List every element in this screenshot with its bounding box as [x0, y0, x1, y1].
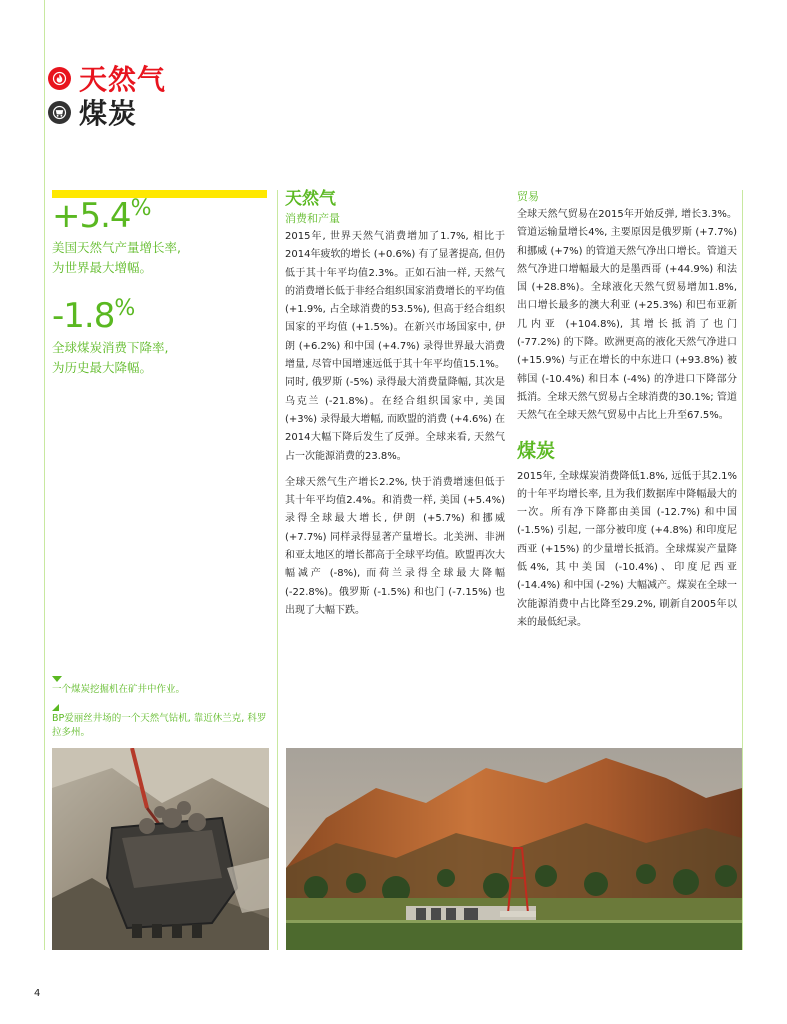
right-guide-line: [742, 190, 743, 950]
caption-arrow-corner-icon: [52, 704, 59, 711]
caption-gas-rig: [52, 704, 267, 740]
stat-coal-desc: [52, 338, 168, 378]
stat-unit: %: [114, 296, 135, 321]
gas-flame-icon: [48, 67, 71, 90]
trade-coal-column: [517, 188, 737, 632]
gas-title: 天然气: [79, 63, 167, 96]
stat-coal-decline: [52, 296, 134, 336]
coal-title: 煤炭: [79, 97, 138, 130]
trade-paragraph: 全球天然气贸易在2015年开始反弹, 增长3.3%。管道运输量增长4%, 主要原因是俄罗斯 (+7.7%) 和挪威 (+7%) 的管道天然气净出口增长。管道天然气净进口增幅最大的是墨西哥 (+44.9%) 和法国 (+28.8%)。全球液化天然气贸易增加1.8%, 出口增长最多的澳大利亚 (+25.3%) 和巴布亚新几内亚 (+104.8%), 其增长抵消了也门 (-77.2%) 的下降。欧洲更高的液化天然气净进口 (+15.9%) 与正在增长的中东进口 (+93.8%) 被韩国 (-10.4%) 和日本 (-4%) 的净进口下降部分抵消。全球天然气贸易占全球消费的30.1%; 管道天然气在全球天然气贸易中占比上升至67.5%。: [517, 209, 737, 422]
caption-text: 一个煤炭挖掘机在矿井中作业。: [52, 684, 186, 695]
stat-desc-line: 为历史最大降幅。: [52, 360, 153, 375]
caption-arrow-down-icon: [52, 676, 62, 682]
trade-section-subtitle: 贸易: [517, 190, 539, 203]
gas-paragraph-production: 全球天然气生产增长2.2%, 快于消费增速但低于其十年平均值2.4%。和消费一样, 美国 (+5.4%) 录得全球最大增长, 伊朗 (+5.7%) 和挪威 (+7.7%) 同样录得显著产量增长。北美洲、非洲和亚太地区的增长都高于全球平均值。欧盟再次大幅减产 (-8%), 而荷兰录得全球最大降幅 (-22.8%)。俄罗斯 (-1.5%) 和也门 (-7.15%) 也出现了大幅下跌。: [285, 476, 505, 616]
stat-us-gas-desc: [52, 238, 181, 278]
coal-excavator-image: [52, 748, 269, 950]
stat-desc-line: 为世界最大增幅。: [52, 260, 153, 275]
coal-cart-icon: [48, 101, 71, 124]
stat-us-gas-growth: [52, 196, 150, 236]
stat-unit: %: [130, 196, 151, 221]
coal-section-title: 煤炭: [517, 439, 556, 462]
gas-rig-landscape-image: [286, 748, 742, 950]
coal-paragraph: 2015年, 全球煤炭消费降低1.8%, 远低于其2.1%的十年平均增长率, 且为我们数据库中降幅最大的一次。所有净下降都由美国 (-12.7%) 和中国 (-1.5%) 引起, 一部分被印度 (+4.8%) 和印度尼西亚 (+15%) 的少量增长抵消。全球煤炭产量降低4%, 其中美国 (-10.4%)、印度尼西亚 (-14.4%) 和中国 (-2%) 大幅减产。煤炭在全球一次能源消费中占比降至29.2%, 刷新自2005年以来的最低纪录。: [517, 470, 737, 628]
stat-desc-line: 美国天然气产量增长率,: [52, 240, 181, 255]
coal-header: [48, 92, 137, 132]
page-number: 4: [34, 988, 41, 999]
middle-guide-line: [277, 190, 278, 950]
stat-value: +5.4: [52, 196, 131, 236]
left-guide-line: [44, 0, 45, 950]
gas-column: [285, 188, 505, 620]
stat-desc-line: 全球煤炭消费下降率,: [52, 340, 169, 355]
caption-text: BP爱丽丝井场的一个天然气钻机, 靠近休兰克, 科罗拉多州。: [52, 713, 267, 738]
caption-coal-excavator: [52, 676, 267, 697]
gas-section-title: 天然气: [285, 189, 336, 209]
stat-value: -1.8: [52, 296, 115, 336]
gas-paragraph-consumption: 2015年, 世界天然气消费增加了1.7%, 相比于2014年疲软的增长 (+0.6%) 有了显著提高, 但仍低于其十年平均值2.3%。正如石油一样, 天然气的消费增长低于非经合组织国家消费增长的平均值 (+1.9%, 占全球消费的53.5%), 但高于经合组织国家的平均值 (+1.5%)。在新兴市场国家中, 伊朗 (+6.2%) 和中国 (+4.7%) 录得世界最大消费增量, 尽管中国增速远低于其十年平均值15.1%。同时, 俄罗斯 (-5%) 录得最大消费量降幅, 其次是乌克兰 (-21.8%)。在经合组织国家中, 美国 (+3%) 录得最大增幅, 而欧盟的消费 (+4.6%) 在2014大幅下降后发生了反弹。全球来看, 天然气占一次能源消费的23.8%。: [285, 231, 505, 462]
gas-section-subtitle: 消费和产量: [285, 212, 340, 225]
